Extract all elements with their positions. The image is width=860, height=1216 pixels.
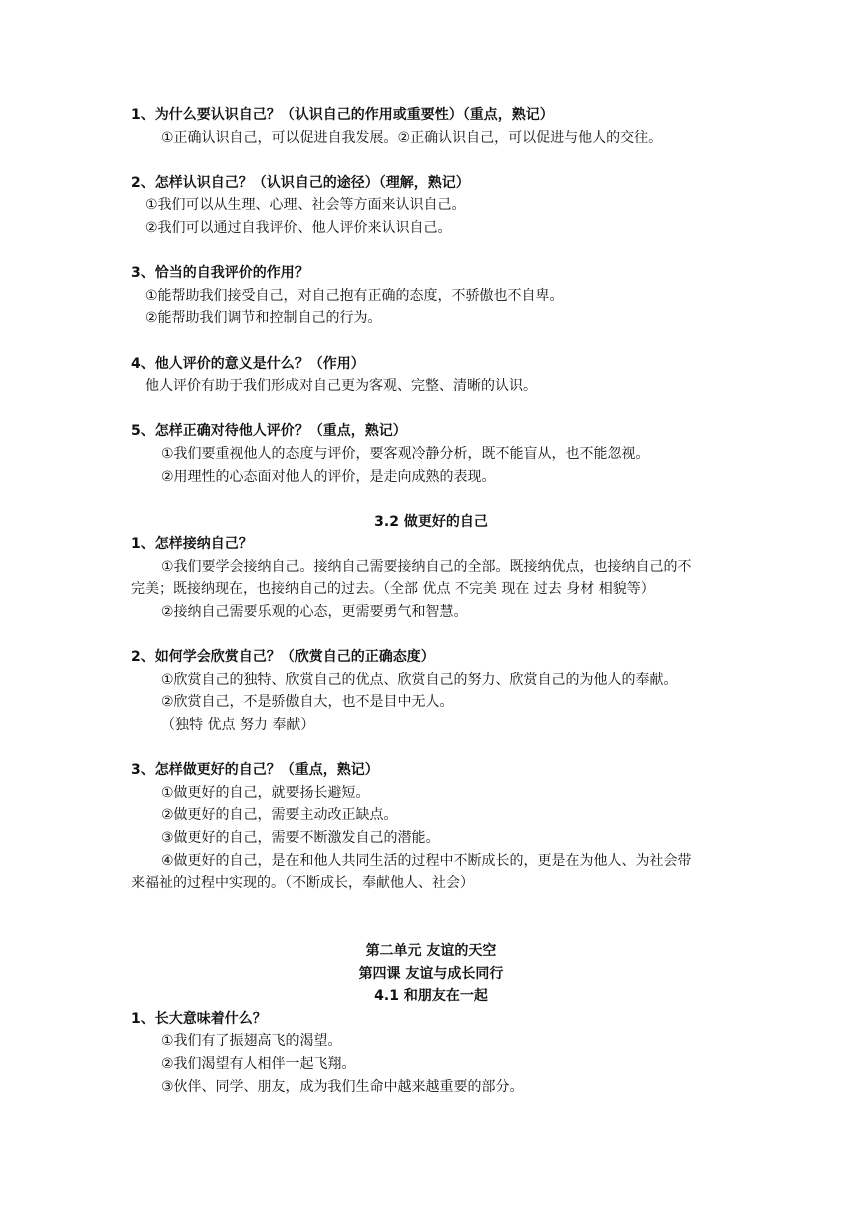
blank-line [131, 624, 731, 647]
answer-line: ①我们要重视他人的态度与评价，要客观冷静分析，既不能盲从，也不能忽视。 [161, 445, 650, 462]
question-heading: 1、长大意味着什么？ [131, 1010, 267, 1027]
question-heading: 1、为什么要认识自己？（认识自己的作用或重要性）（重点，熟记） [131, 107, 554, 123]
question-heading: 2、如何学会欣赏自己？（欣赏自己的正确态度） [131, 649, 435, 666]
answer-line: ②接纳自己需要乐观的心态，更需要勇气和智慧。 [161, 604, 468, 621]
answer-continuation: 来福祉的过程中实现的。（不断成长，奉献他人、社会） [131, 875, 474, 892]
question-heading: 2、怎样认识自己？（认识自己的途径）（理解，熟记） [131, 174, 470, 191]
blank-line [131, 488, 731, 511]
blank-line [131, 398, 731, 421]
section-title: 4.1 和朋友在一起 [374, 988, 488, 1005]
answer-line: ②欣赏自己，不是骄傲自大，也不是目中无人。 [161, 694, 454, 711]
question-heading: 5、怎样正确对待他人评价？（重点，熟记） [131, 423, 407, 440]
answer-line: ②能帮助我们调节和控制自己的行为。 [145, 310, 382, 327]
answer-line: ③做更好的自己，需要不断激发自己的潜能。 [161, 830, 440, 846]
answer-line: ①我们可以从生理、心理、社会等方面来认识自己。 [145, 197, 466, 214]
question-heading: 3、怎样做更好的自己？（重点，熟记） [131, 762, 379, 779]
answer-line: ③伙伴、同学、朋友，成为我们生命中越来越重要的部分。 [161, 1078, 524, 1095]
blank-line [131, 240, 731, 263]
question-heading: 1、怎样接纳自己？ [131, 536, 253, 553]
answer-line: ②做更好的自己，需要主动改正缺点。 [161, 807, 398, 824]
answer-line: 他人评价有助于我们形成对自己更为客观、完整、清晰的认识。 [145, 378, 537, 395]
question-heading: 4、他人评价的意义是什么？（作用） [131, 355, 365, 372]
blank-line [131, 737, 731, 760]
answer-line: ①我们有了振翅高飞的渴望。 [161, 1033, 342, 1050]
document-body [131, 104, 731, 1098]
answer-continuation: 完美；既接纳现在，也接纳自己的过去。（全部 优点 不完美 现在 过去 身材 相貌等） [131, 581, 655, 598]
answer-line: ④做更好的自己，是在和他人共同生活的过程中不断成长的，更是在为他人、为社会带 [161, 852, 692, 869]
answer-line: ①欣赏自己的独特、欣赏自己的优点、欣赏自己的努力、欣赏自己的为他人的奉献。 [161, 671, 678, 688]
question-heading: 3、恰当的自我评价的作用？ [131, 265, 309, 282]
section-title: 3.2 做更好的自己 [374, 513, 488, 530]
answer-line: ②用理性的心态面对他人的评价，是走向成熟的表现。 [161, 468, 496, 485]
section-title: 第二单元 友谊的天空 [365, 942, 497, 959]
section-title: 第四课 友谊与成长同行 [358, 965, 504, 982]
answer-line: ②我们渴望有人相伴一起飞翔。 [161, 1055, 356, 1072]
answer-line: （独特 优点 努力 奉献） [161, 717, 315, 734]
answer-line: ②我们可以通过自我评价、他人评价来认识自己。 [145, 219, 452, 236]
blank-line [131, 149, 731, 172]
blank-line [131, 330, 731, 353]
answer-line: ①能帮助我们接受自己，对自己抱有正确的态度，不骄傲也不自卑。 [145, 287, 564, 304]
blank-line [131, 917, 731, 940]
answer-line: ①我们要学会接纳自己。接纳自己需要接纳自己的全部。既接纳优点，也接纳自己的不 [161, 558, 692, 575]
answer-line: ①正确认识自己，可以促进自我发展。②正确认识自己，可以促进与他人的交往。 [161, 129, 663, 146]
answer-line: ①做更好的自己，就要扬长避短。 [161, 784, 370, 801]
blank-line [131, 895, 731, 918]
